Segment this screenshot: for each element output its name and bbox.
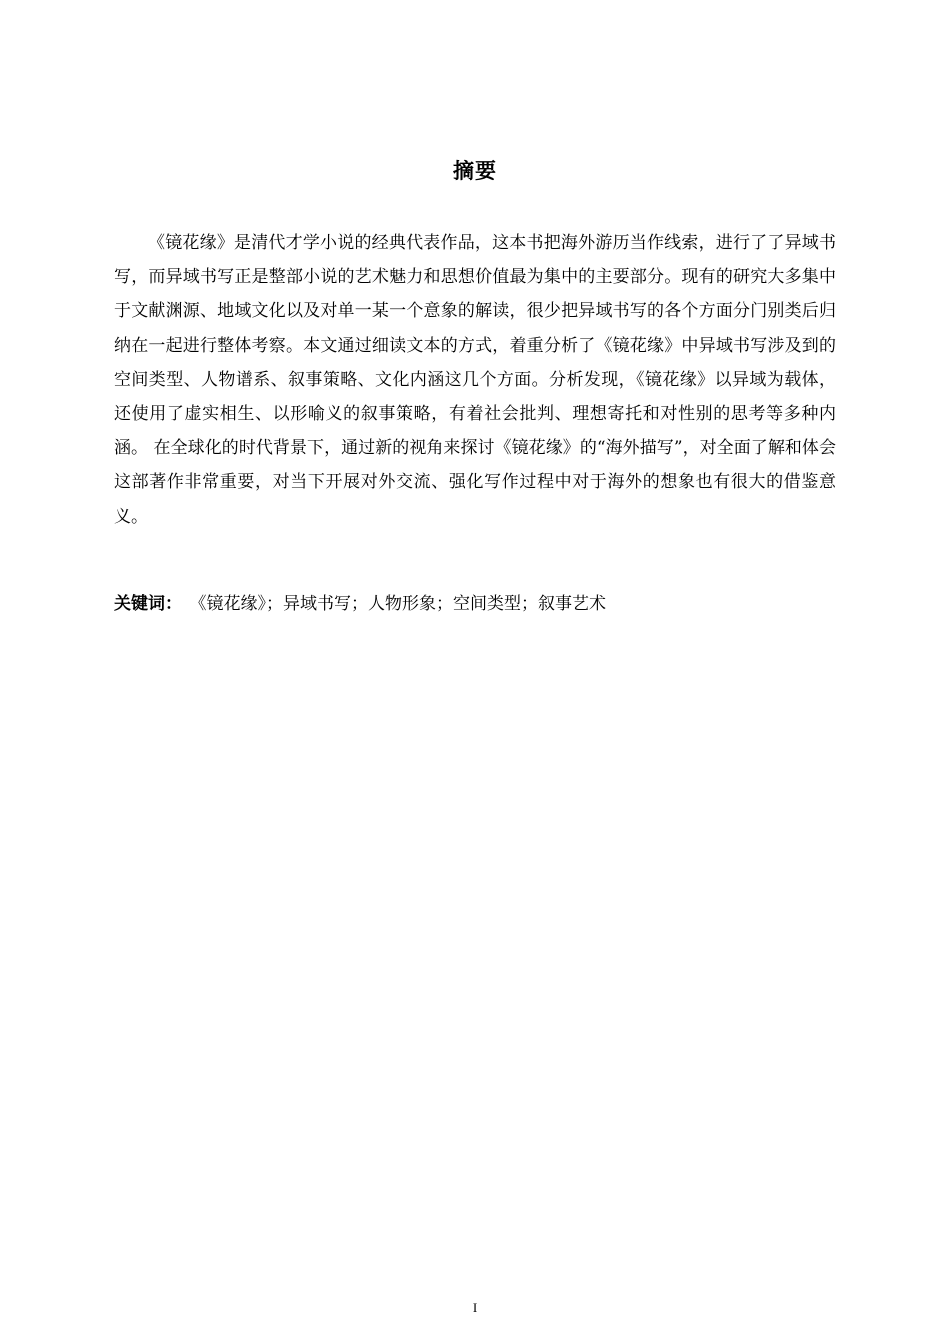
- abstract-body: 《镜花缘》是清代才学小说的经典代表作品，这本书把海外游历当作线索，进行了了异域书写，而异域书写正是整部小说的艺术魅力和思想价值最为集中的主要部分。现有的研究大多集中于文献渊源、地域文化以及对单一某一个意象的解读，很少把异域书写的各个方面分门别类后归纳在一起进行整体考察。本文通过细读文本的方式，着重分析了《镜花缘》中异域书写涉及到的空间类型、人物谱系、叙事策略、文化内涵这几个方面。分析发现，《镜花缘》以异域为载体，还使用了虚实相生、以形喻义的叙事策略，有着社会批判、理想寄托和对性别的思考等多种内涵。 在全球化的时代背景下，通过新的视角来探讨《镜花缘》的“海外描写”，对全面了解和体会这部著作非常重要，对当下开展对外交流、强化写作过程中对于海外的想象也有很大的借鉴意义。: [114, 233, 836, 527]
- page-title: 摘要: [453, 159, 497, 183]
- keywords-line: [114, 590, 836, 618]
- page-number: I: [472, 1300, 478, 1315]
- keywords-text: 《镜花缘》；异域书写；人物形象；空间类型；叙事艺术: [198, 594, 606, 614]
- keywords-label: 关键词：: [114, 594, 182, 614]
